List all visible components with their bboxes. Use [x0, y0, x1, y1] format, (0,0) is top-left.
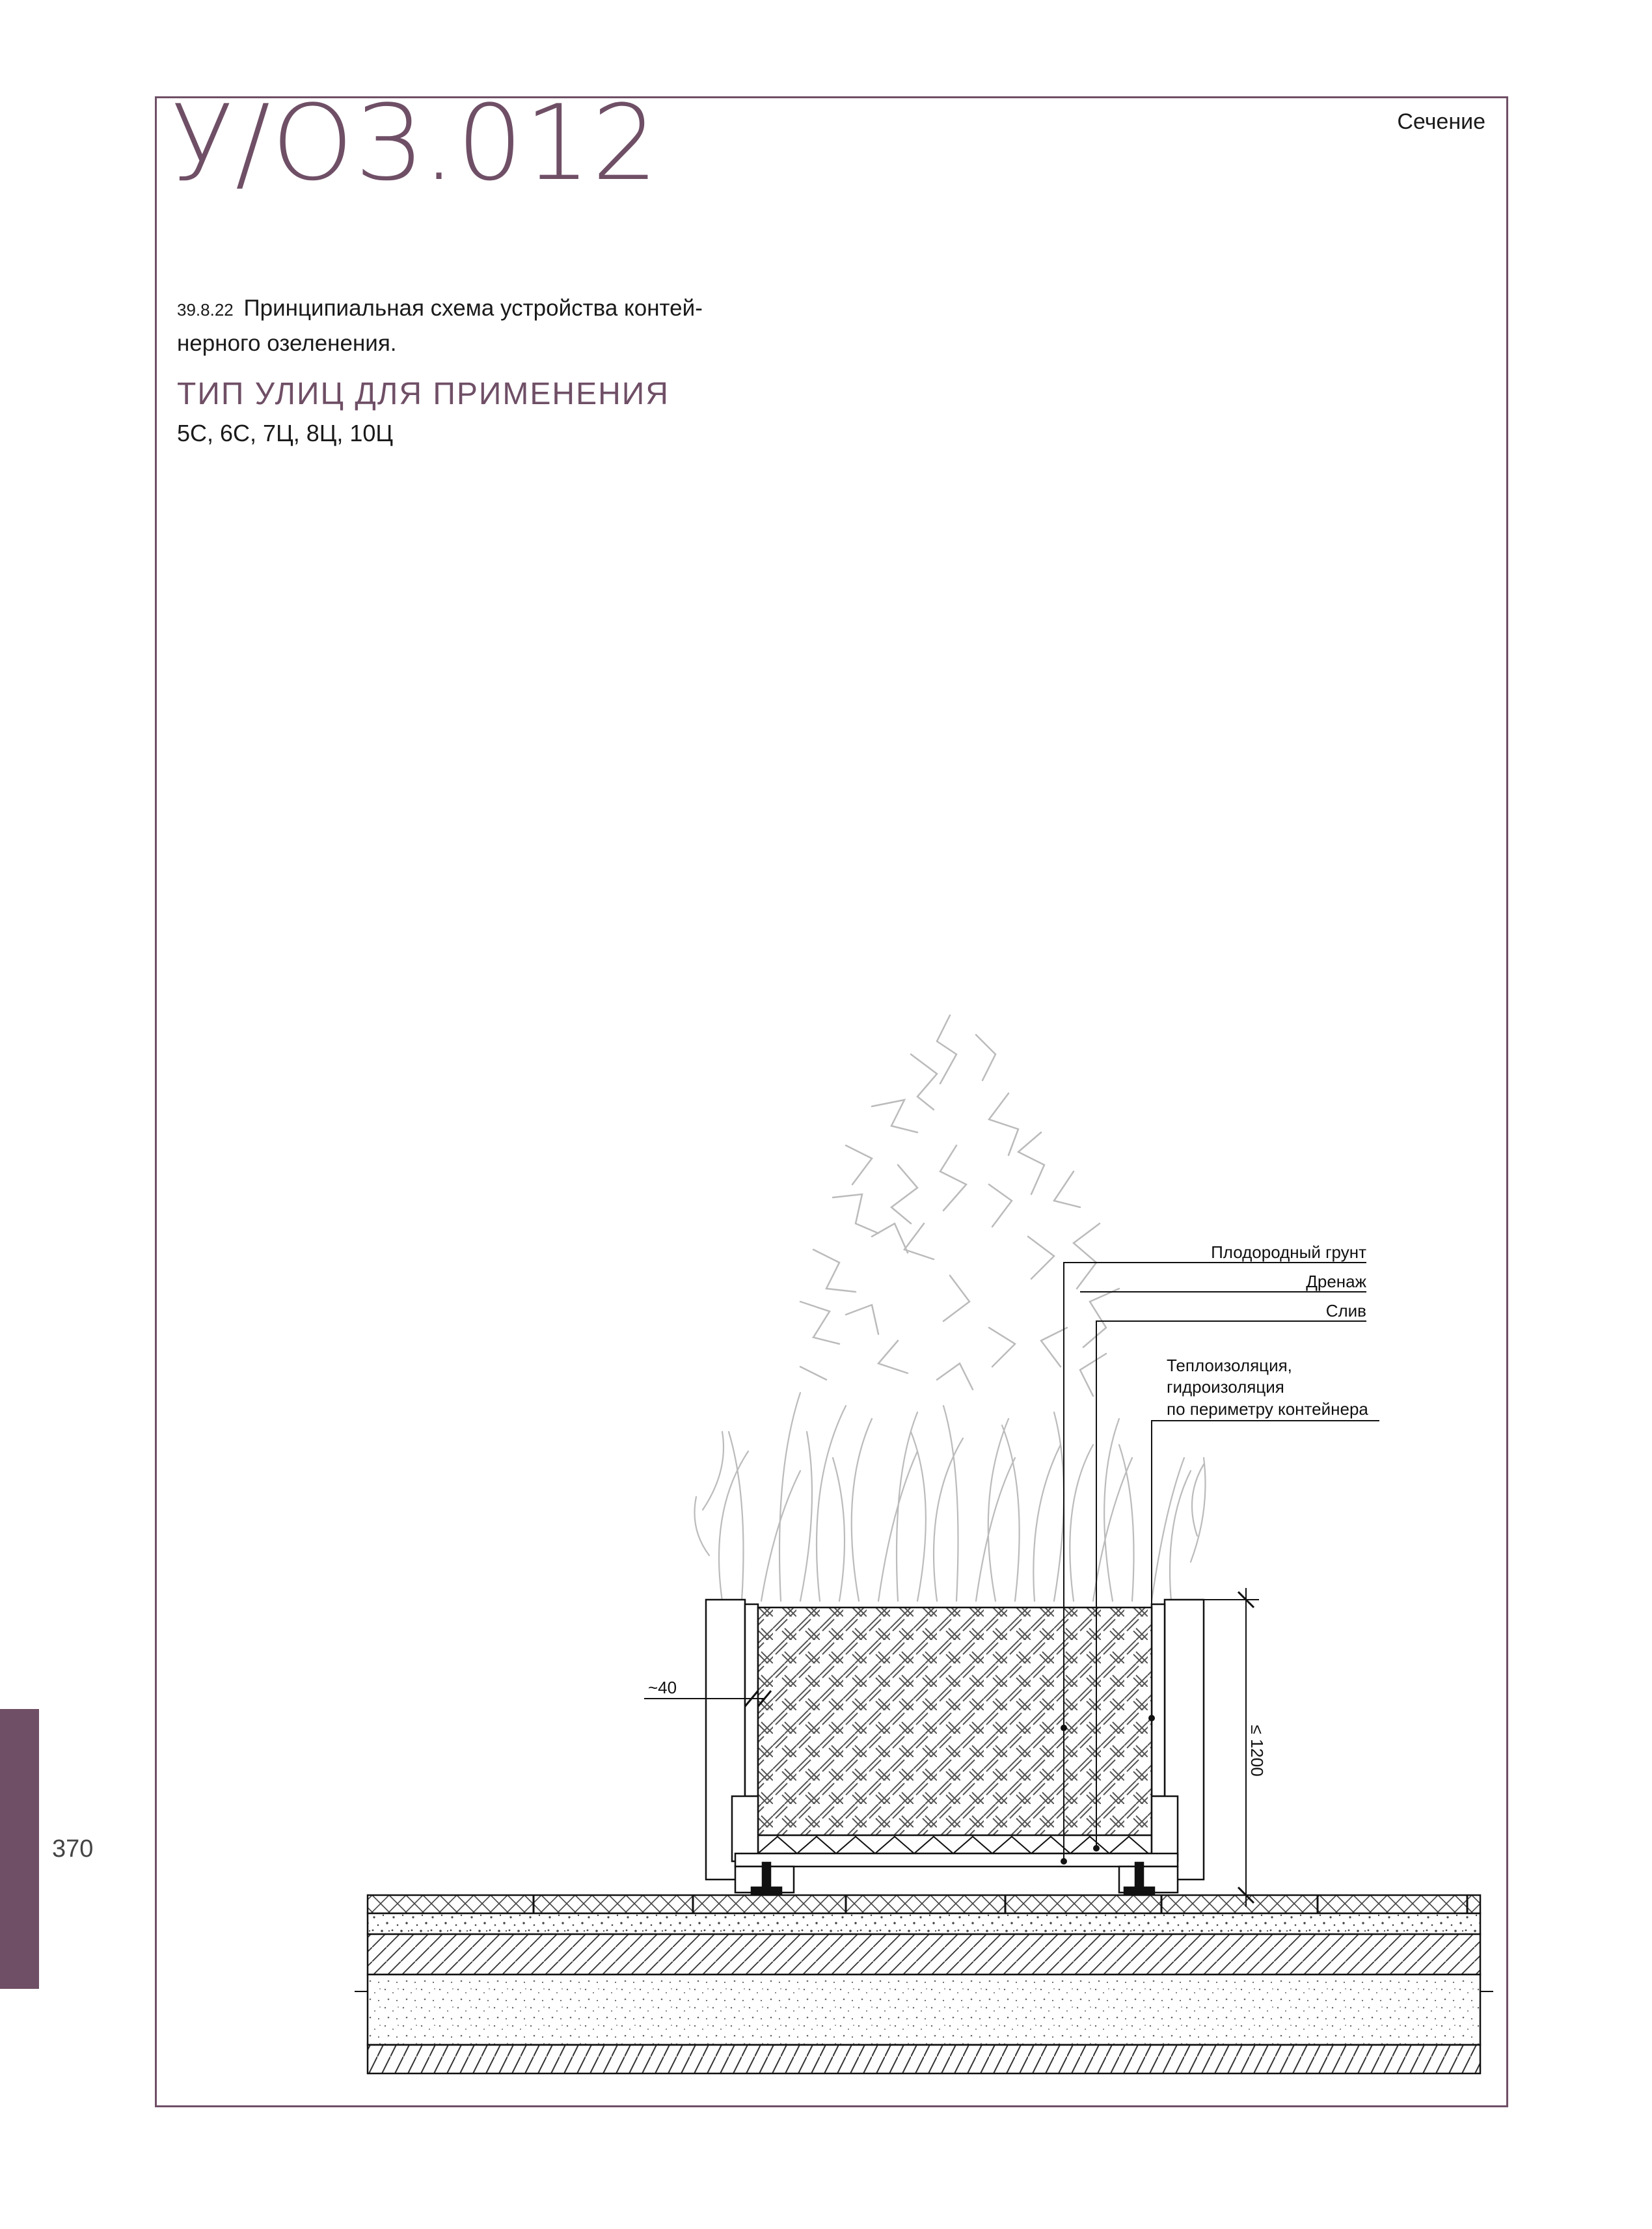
container: [706, 1600, 1204, 1894]
street-types-values: 5С, 6С, 7Ц, 8Ц, 10Ц: [177, 420, 394, 446]
subgrade-layer: [368, 2045, 1480, 2073]
callout-drain: Слив: [1325, 1301, 1366, 1320]
document-code: У/ОЗ.012: [170, 82, 660, 204]
callout-soil: Плодородный грунт: [1211, 1242, 1366, 1262]
ground-layers: [355, 1895, 1493, 2073]
caption-number: 39.8.22: [177, 300, 234, 320]
dimension-height-label: ≤ 1200: [1247, 1725, 1267, 1777]
caption-text-line2: нерного озеленения.: [177, 331, 397, 356]
callout-insulation-line1: Теплоизоляция,: [1167, 1356, 1292, 1375]
fertile-soil-fill: [758, 1607, 1152, 1835]
callout-insulation-line3: по периметру контейнера: [1167, 1399, 1368, 1419]
callout-drainage: Дренаж: [1306, 1272, 1366, 1291]
plants-illustration: [800, 1015, 1119, 1396]
caption-text-line1: Принципиальная схема устройства контей-: [243, 295, 703, 321]
callout-insulation-line2: гидроизоляция: [1167, 1377, 1284, 1397]
gravel-layer: [368, 1975, 1480, 2045]
grass-illustration: [695, 1393, 1206, 1601]
concrete-layer: [368, 1934, 1480, 1975]
page-number: 370: [52, 1835, 94, 1863]
dimension-wall-label: ~40: [648, 1678, 677, 1697]
sand-layer: [368, 1913, 1480, 1934]
section-label: Сечение: [1397, 109, 1485, 134]
street-types-heading: ТИП УЛИЦ ДЛЯ ПРИМЕНЕНИЯ: [177, 377, 670, 411]
